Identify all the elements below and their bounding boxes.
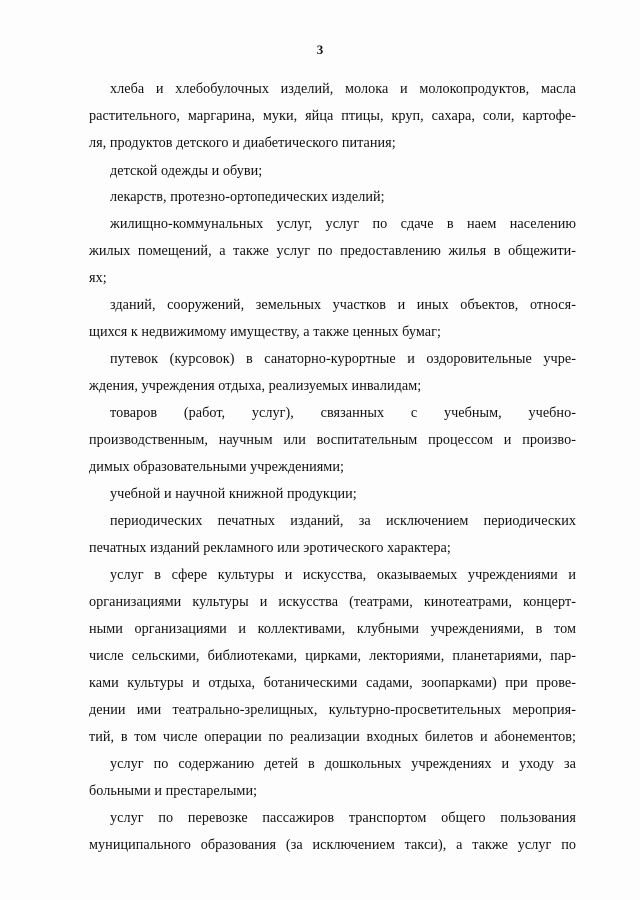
- text-line: димых образовательными учреждениями;: [89, 459, 344, 475]
- text-line: путевок (курсовок) в санаторно-курортные и оздоровительные учре-: [110, 351, 576, 367]
- text-line: тий, в том числе операции по реализации входных билетов и абонементов;: [89, 729, 576, 745]
- text-line: услуг по перевозке пассажиров транспортом общего пользования: [110, 810, 576, 826]
- text-line: производственным, научным или воспитательным процессом и произво-: [89, 432, 576, 448]
- text-line: ными организациями и коллективами, клубными учреждениями, в том: [89, 621, 576, 637]
- text-line: ля, продуктов детского и диабетического питания;: [89, 135, 396, 151]
- text-line: жилых помещений, а также услуг по предоставлению жилья в общежити-: [89, 243, 576, 259]
- text-line: услуг в сфере культуры и искусства, оказываемых учреждениями и: [110, 567, 576, 583]
- text-line: жилищно-коммунальных услуг, услуг по сдаче в наем населению: [110, 216, 576, 232]
- text-line: зданий, сооружений, земельных участков и иных объектов, относя-: [110, 297, 576, 313]
- text-line: растительного, маргарина, муки, яйца птицы, круп, сахара, соли, картофе-: [89, 108, 576, 124]
- text-line: числе сельскими, библиотеками, цирками, лекториями, планетариями, пар-: [89, 648, 576, 664]
- text-line: детской одежды и обуви;: [110, 163, 263, 179]
- text-line: муниципального образования (за исключением такси), а также услуг по: [89, 837, 576, 853]
- text-line: лекарств, протезно-ортопедических изделий;: [110, 189, 385, 205]
- text-line: организациями культуры и искусства (театрами, кинотеатрами, концерт-: [89, 594, 576, 610]
- text-line: дении ими театрально-зрелищных, культурно-просветительных мероприя-: [89, 702, 576, 718]
- text-line: ях;: [89, 270, 107, 286]
- text-line: учебной и научной книжной продукции;: [110, 486, 357, 502]
- text-line: ками культуры и отдыха, ботаническими садами, зоопарками) при прове-: [89, 675, 576, 691]
- text-line: больными и престарелыми;: [89, 783, 258, 799]
- text-line: услуг по содержанию детей в дошкольных учреждениях и уходу за: [110, 756, 576, 772]
- text-line: товаров (работ, услуг), связанных с учебным, учебно-: [110, 405, 576, 421]
- page-number: 3: [316, 42, 324, 57]
- text-line: щихся к недвижимому имуществу, а также ценных бумаг;: [89, 324, 441, 340]
- text-line: хлеба и хлебобулочных изделий, молока и молокопродуктов, масла: [110, 81, 576, 97]
- text-line: ждения, учреждения отдыха, реализуемых инвалидам;: [89, 378, 422, 394]
- text-line: печатных изданий рекламного или эротического характера;: [89, 540, 451, 556]
- text-line: периодических печатных изданий, за исключением периодических: [110, 513, 576, 529]
